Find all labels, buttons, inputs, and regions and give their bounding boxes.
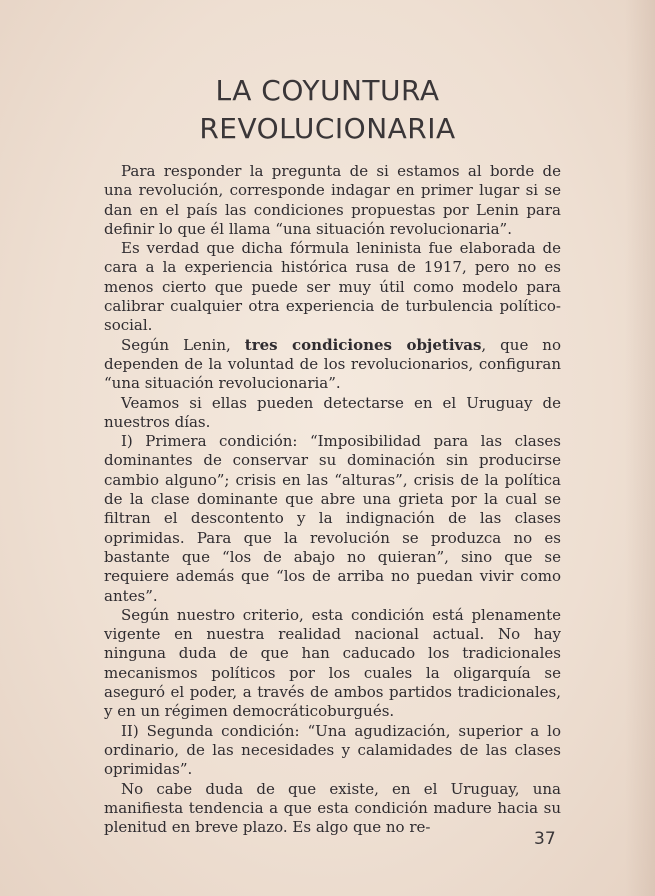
paragraph-text: , que no dependen de la voluntad de los revolucionarios, configuran “una situación revolucionaria”. [104,335,561,393]
paragraph: No cabe duda de que existe, en el Uruguay, una manifiesta tendencia a que esta condición madure hacia su plenitud en breve plazo. Es algo que no re- [104,779,561,837]
paragraph-text: Según Lenin, [121,335,245,354]
page-number: 37 [534,829,556,849]
chapter-title-line-1: LA COYUNTURA [215,74,440,107]
paragraph: Veamos si ellas pueden detectarse en el Uruguay de nuestros días. [104,393,561,431]
paragraph: Para responder la pregunta de si estamos al borde de una revolución, corresponde indagar en primer lugar si se dan en el país las condiciones propuestas por Lenin para definir lo que él llama “una situación revolucionaria”. [104,162,561,238]
paragraph: II) Segunda condición: “Una agudización, superior a lo ordinario, de las necesidades y calamidades de las clases oprimidas”. [104,721,561,779]
paragraph: I) Primera condición: “Imposibilidad para las clases dominantes de conservar su dominación sin producirse cambio alguno”; crisis en las “alturas”, crisis de la política de la clase dominante que abre una grieta por la cual se filtran el descontento y la indignación de las clases oprimidas. Para que la revolución se produzca no es bastante que “los de abajo no quieran”, sino que se requiere además que “los de arriba no puedan vivir como antes”. [104,432,561,605]
body-text [104,162,561,837]
chapter-title [0,72,655,148]
paragraph: Es verdad que dicha fórmula leninista fue elaborada de cara a la experiencia histórica rusa de 1917, pero no es menos cierto que puede ser muy útil como modelo para calibrar cualquier otra experiencia de turbulencia político-social. [104,239,561,335]
chapter-title-line-2: REVOLUCIONARIA [199,112,456,145]
emphasis-text: tres condiciones objetivas [244,335,482,354]
paragraph [104,336,561,394]
paragraph: Según nuestro criterio, esta condición está plenamente vigente en nuestra realidad nacional actual. No hay ninguna duda de que han caducado los tradicionales mecanismos políticos por los cuales la oligarquía se aseguró el poder, a través de ambos partidos tradicionales, y en un régimen democráticoburgués. [104,605,561,721]
